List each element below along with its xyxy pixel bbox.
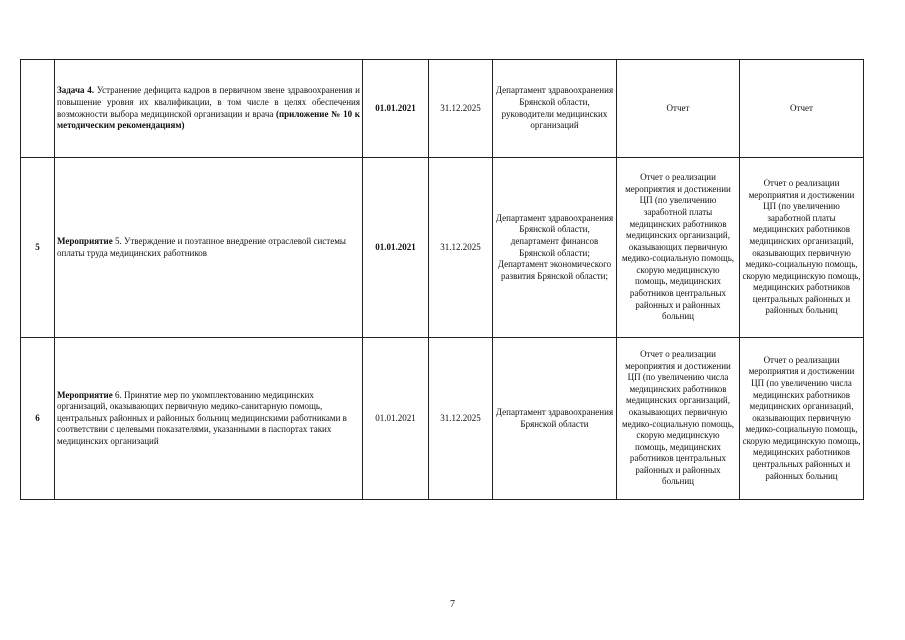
result-confirmation: Отчет <box>740 60 864 158</box>
row-number: 6 <box>21 338 55 500</box>
page-number: 7 <box>450 599 455 610</box>
start-date: 01.01.2021 <box>363 338 429 500</box>
responsible-executor: Департамент здравоохранения Брянской области <box>493 338 617 500</box>
end-date: 31.12.2025 <box>429 60 493 158</box>
responsible-executor: Департамент здравоохранения Брянской области, департамент финансов Брянской области; Департамент экономического развития Брянской области; <box>493 158 617 338</box>
description-label: Мероприятие <box>57 389 113 400</box>
result-confirmation: Отчет о реализации мероприятия и достижении ЦП (по увеличению заработной платы медицинских работников медицинских организаций, оказывающих первичную медико-социальную помощь, скорую медицинскую помощь, медицинских работников центральных районных и районных больниц <box>740 158 864 338</box>
result-document: Отчет о реализации мероприятия и достижении ЦП (по увеличению числа медицинских работников медицинских организаций, оказывающих первичную медико-социальную помощь, скорую медицинскую помощь, медицинских работников центральных районных и районных больниц <box>617 338 740 500</box>
table-row <box>21 158 864 338</box>
description-label: Мероприятие <box>57 235 113 246</box>
row-description <box>55 338 363 500</box>
row-number <box>21 60 55 158</box>
start-date: 01.01.2021 <box>363 158 429 338</box>
result-document: Отчет о реализации мероприятия и достижении ЦП (по увеличению заработной платы медицинских работников медицинских организаций, оказывающих первичную медико-социальную помощь, скорую медицинскую помощь, медицинских работников центральных районных и районных больниц <box>617 158 740 338</box>
row-description <box>55 158 363 338</box>
end-date: 31.12.2025 <box>429 158 493 338</box>
responsible-executor: Департамент здравоохранения Брянской области, руководители медицинских организаций <box>493 60 617 158</box>
description-text: Устранение дефицита кадров в первичном звене здравоохранения и повышение уровня их квалификации, в том числе в целях обеспечения возможности выбора медицинской организации и врача <box>57 85 360 119</box>
description-label: Задача 4. <box>57 85 95 96</box>
result-document: Отчет <box>617 60 740 158</box>
description-text: 5. Утверждение и поэтапное внедрение отраслевой системы оплаты труда медицинских работников <box>57 235 346 258</box>
description-suffix: (приложение № 10 к методическим рекомендациям) <box>57 108 360 131</box>
row-description <box>55 60 363 158</box>
table-row <box>21 60 864 158</box>
row-number: 5 <box>21 158 55 338</box>
result-confirmation: Отчет о реализации мероприятия и достижении ЦП (по увеличению числа медицинских работников медицинских организаций, оказывающих первичную медико-социальную помощь, скорую медицинскую помощь, медицинских работников центральных районных и районных больниц <box>740 338 864 500</box>
description-text: 6. Принятие мер по укомплектованию медицинских организаций, оказывающих первичную медико-санитарную помощь, центральных районных и районных больниц медицинскими работниками в соответствии с целевыми показателями, указанными в паспортах таких медицинских организаций <box>57 389 347 446</box>
start-date: 01.01.2021 <box>363 60 429 158</box>
end-date: 31.12.2025 <box>429 338 493 500</box>
table-row <box>21 338 864 500</box>
measures-table <box>20 59 864 500</box>
